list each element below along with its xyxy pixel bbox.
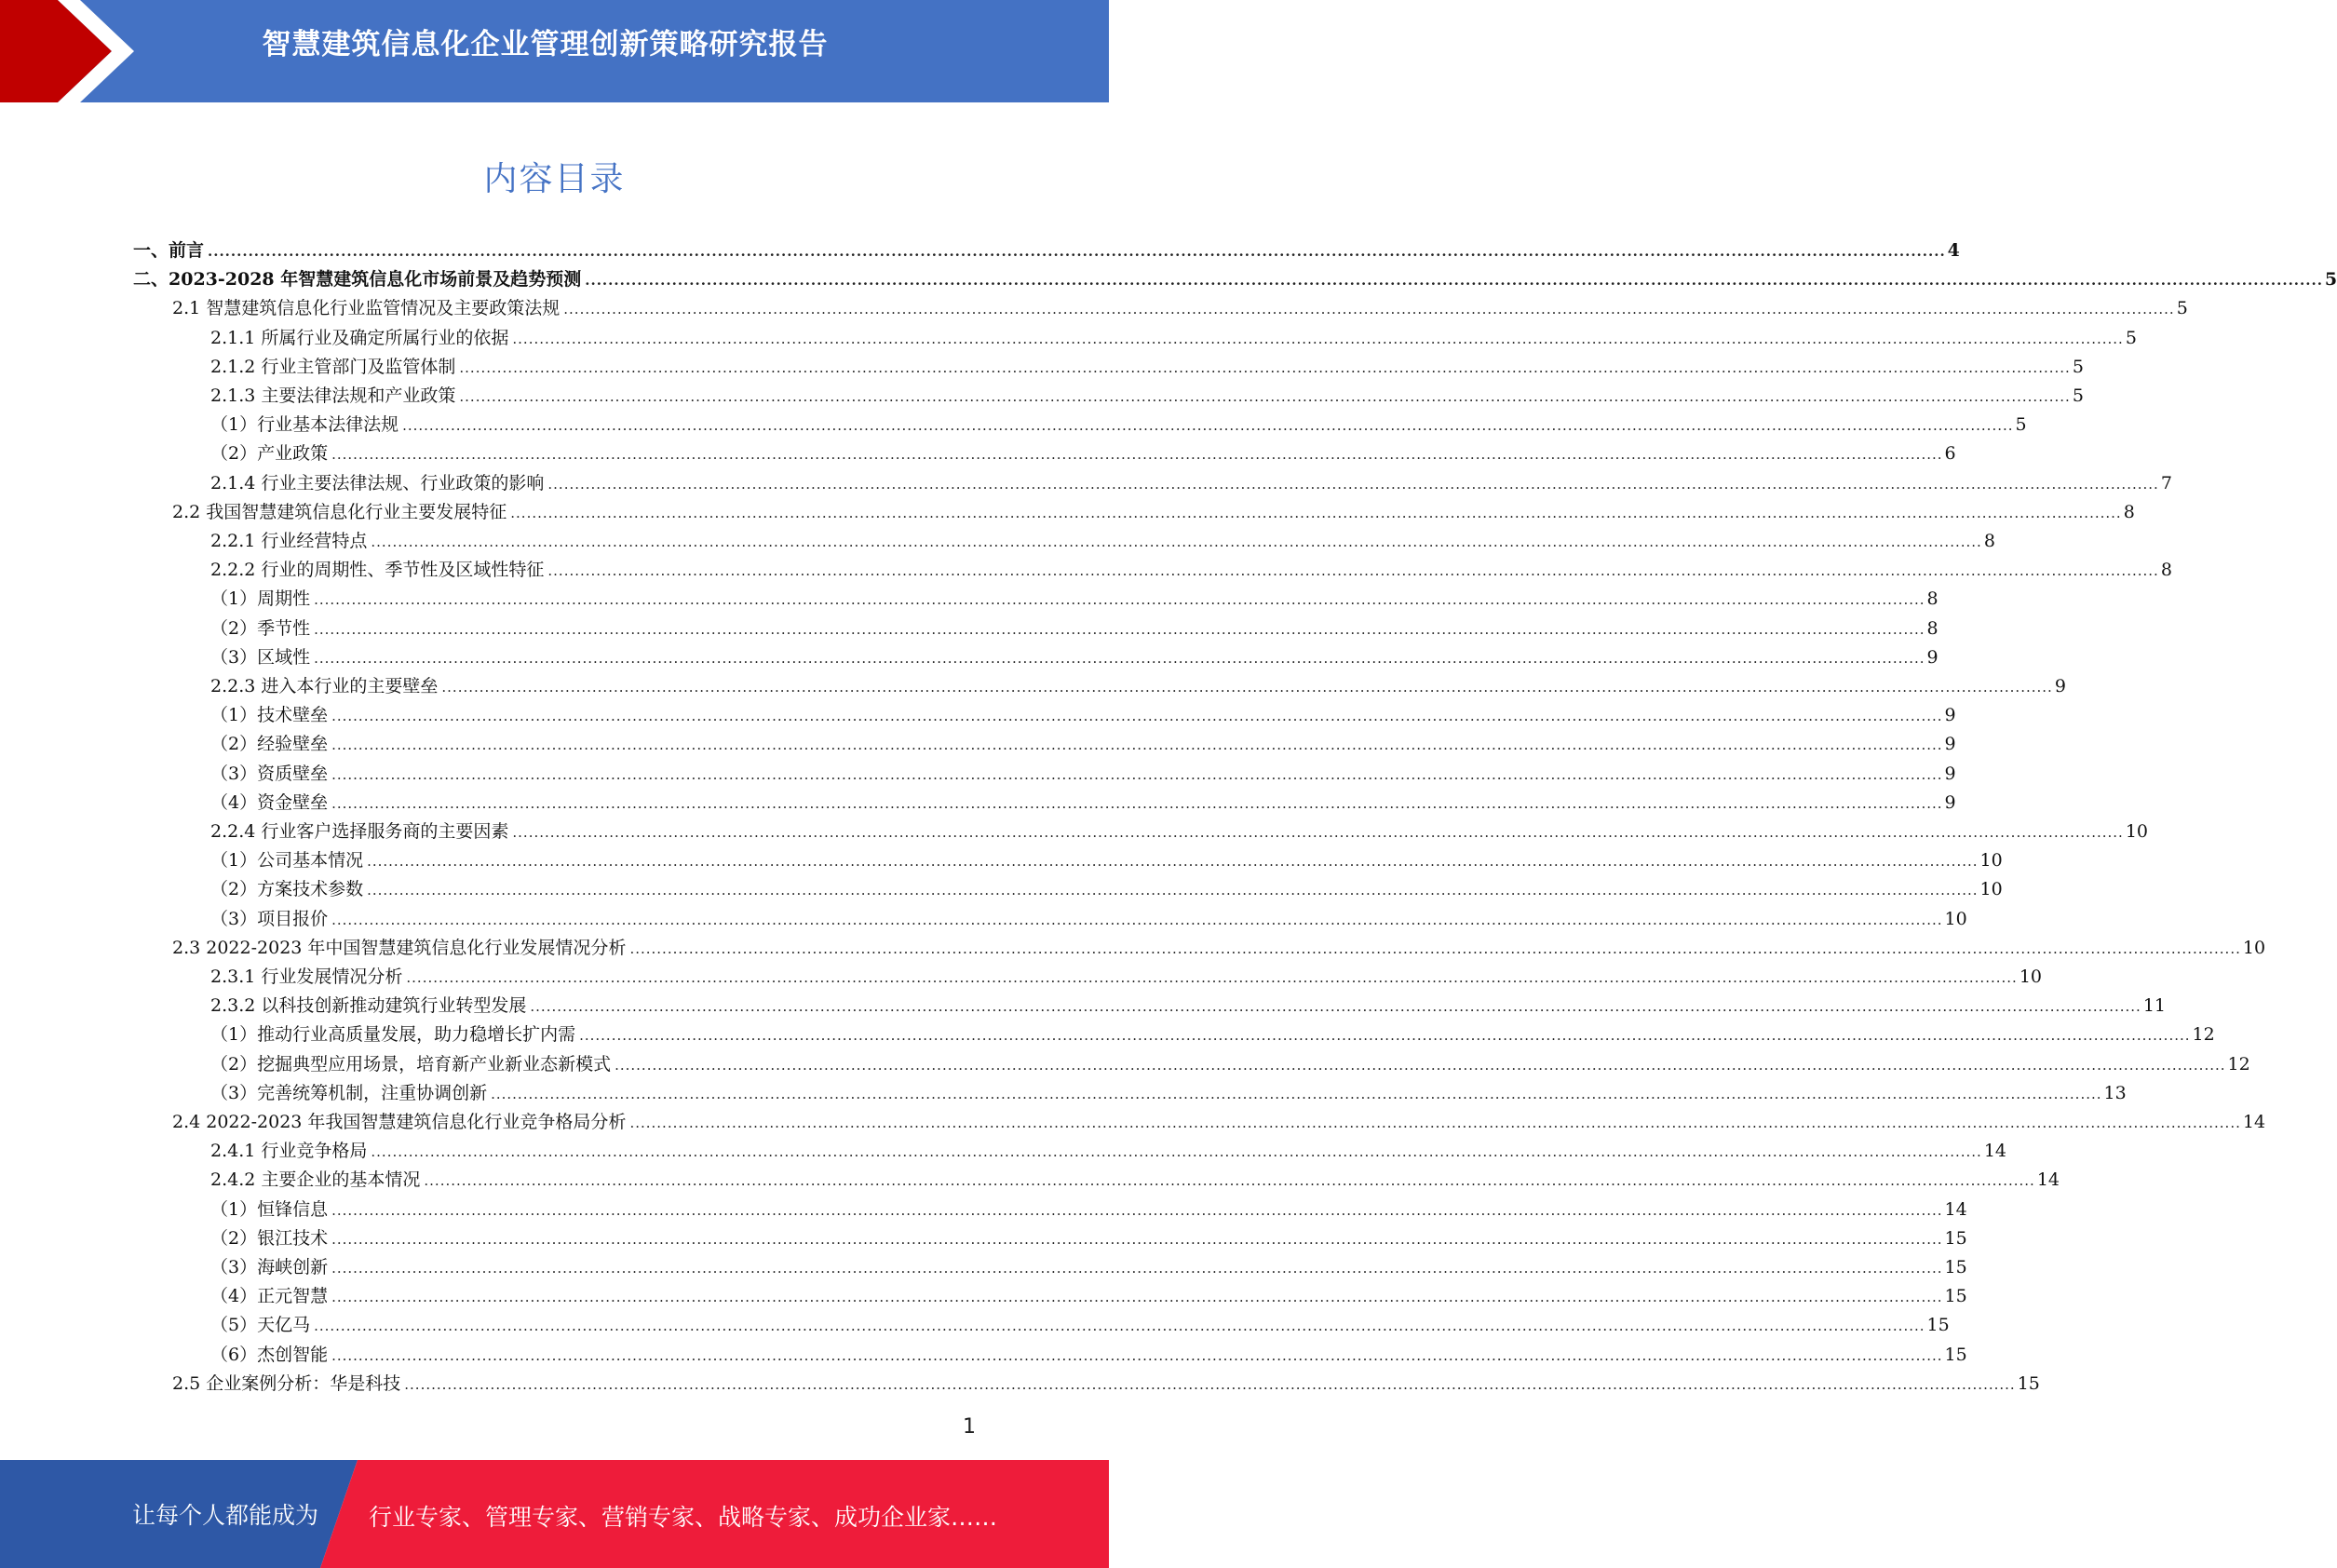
toc-leader-dots: ............................................................................................................................................................................................................................................................................................................ <box>371 1143 1982 1161</box>
toc-entry-label: 2.1.1 所属行业及确定所属行业的依据 <box>210 327 509 348</box>
toc-entry[interactable] <box>210 439 1956 468</box>
toc-leader-dots: ............................................................................................................................................................................................................................................................................................................ <box>331 911 1943 928</box>
toc-entry-label: 二、2023-2028 年智慧建筑信息化市场前景及趋势预测 <box>133 269 582 291</box>
toc-entry-page: 14 <box>2242 1112 2266 1132</box>
toc-entry[interactable] <box>172 1370 2040 1399</box>
toc-entry-label: 2.2.2 行业的周期性、季节性及区域性特征 <box>210 560 545 581</box>
toc-entry-page: 15 <box>1944 1344 1967 1365</box>
toc-entry-label: 一、前言 <box>133 240 205 261</box>
toc-entry-page: 5 <box>2125 327 2137 348</box>
toc-entry-page: 8 <box>1926 588 1938 610</box>
toc-leader-dots: ............................................................................................................................................................................................................................................................................................................ <box>441 679 2053 696</box>
toc-entry[interactable] <box>210 672 2066 701</box>
toc-entry-label: （6）杰创智能 <box>210 1344 329 1365</box>
toc-leader-dots: ............................................................................................................................................................................................................................................................................................................ <box>459 358 2071 376</box>
toc-entry-label: （1）技术壁垒 <box>210 705 329 726</box>
toc-leader-dots: ............................................................................................................................................................................................................................................................................................................ <box>314 649 1925 667</box>
toc-entry[interactable] <box>172 1108 2266 1137</box>
toc-entry-page: 5 <box>2072 385 2084 406</box>
toc-leader-dots: ............................................................................................................................................................................................................................................................................................................ <box>331 794 1943 812</box>
toc-entry-label: （4）正元智慧 <box>210 1286 329 1307</box>
toc-entry-page: 10 <box>1979 879 2003 900</box>
toc-entry[interactable] <box>210 615 1938 643</box>
toc-leader-dots: ............................................................................................................................................................................................................................................................................................................ <box>491 1085 2102 1102</box>
toc-entry[interactable] <box>210 1282 1967 1311</box>
toc-entry-label: （4）资金壁垒 <box>210 791 329 813</box>
toc-entry-page: 14 <box>1944 1198 1967 1220</box>
toc-entry[interactable] <box>210 875 2003 904</box>
toc-entry-page: 12 <box>2227 1053 2250 1075</box>
toc-entry[interactable] <box>133 265 2337 294</box>
toc-entry-page: 14 <box>2036 1169 2060 1191</box>
toc-leader-dots: ............................................................................................................................................................................................................................................................................................................ <box>371 534 1982 550</box>
toc-leader-dots: ............................................................................................................................................................................................................................................................................................................ <box>331 737 1943 754</box>
toc-entry-label: （1）恒锋信息 <box>210 1198 329 1220</box>
toc-entry-label: （1）周期性 <box>210 588 311 610</box>
toc-entry[interactable] <box>210 643 1938 672</box>
footer-slogan-right: 行业专家、管理专家、营销专家、战略专家、成功企业家…… <box>369 1504 998 1531</box>
toc-entry-page: 10 <box>1979 850 2003 872</box>
toc-entry-page: 13 <box>2103 1082 2127 1103</box>
toc-entry-page: 9 <box>1944 705 1956 726</box>
toc-entry[interactable] <box>210 963 2042 992</box>
toc-entry[interactable] <box>210 585 1938 614</box>
toc-entry-label: 2.2 我国智慧建筑信息化行业主要发展特征 <box>172 501 507 522</box>
toc-entry[interactable] <box>210 382 2084 411</box>
toc-leader-dots: ............................................................................................................................................................................................................................................................................................................ <box>331 1230 1943 1248</box>
toc-entry-page: 10 <box>2125 821 2148 842</box>
toc-entry[interactable] <box>210 1196 1967 1224</box>
toc-leader-dots: ............................................................................................................................................................................................................................................................................................................ <box>331 446 1943 464</box>
toc-entry[interactable] <box>210 1137 2006 1166</box>
toc-entry[interactable] <box>210 1253 1967 1282</box>
toc-entry[interactable] <box>210 789 1956 818</box>
toc-entry-label: 2.1 智慧建筑信息化行业监管情况及主要政策法规 <box>172 298 561 319</box>
toc-leader-dots: ............................................................................................................................................................................................................................................................................................................ <box>331 1289 1943 1306</box>
toc-entry-page: 10 <box>2019 966 2042 987</box>
toc-entry-page: 9 <box>1944 763 1956 784</box>
toc-entry-page: 5 <box>2324 269 2337 291</box>
toc-entry-label: 2.2.1 行业经营特点 <box>210 531 368 551</box>
toc-heading: 内容目录 <box>483 160 626 198</box>
toc-leader-dots: ............................................................................................................................................................................................................................................................................................................ <box>208 243 1946 260</box>
toc-entry[interactable] <box>210 556 2172 585</box>
toc-entry[interactable] <box>210 527 1995 556</box>
toc-entry-label: 2.4 2022-2023 年我国智慧建筑信息化行业竞争格局分析 <box>172 1112 627 1132</box>
toc-leader-dots: ............................................................................................................................................................................................................................................................................................................ <box>402 417 2014 435</box>
toc-entry[interactable] <box>210 1311 1950 1340</box>
toc-leader-dots: ............................................................................................................................................................................................................................................................................................................ <box>331 1201 1943 1219</box>
toc-leader-dots: ............................................................................................................................................................................................................................................................................................................ <box>512 330 2124 347</box>
toc-entry-label: 2.3.2 以科技创新推动建筑行业转型发展 <box>210 995 527 1017</box>
toc-entry[interactable] <box>133 237 1960 265</box>
toc-entry-page: 14 <box>1983 1141 2006 1162</box>
toc-entry-label: （1）推动行业高质量发展，助力稳增长扩内需 <box>210 1024 576 1046</box>
toc-entry-label: 2.3 2022-2023 年中国智慧建筑信息化行业发展情况分析 <box>172 937 627 958</box>
toc-leader-dots: ............................................................................................................................................................................................................................................................................................................ <box>579 1027 2191 1045</box>
toc-entry[interactable] <box>210 905 1967 934</box>
toc-leader-dots: ............................................................................................................................................................................................................................................................................................................ <box>629 939 2241 957</box>
toc-leader-dots: ............................................................................................................................................................................................................................................................................................................ <box>404 1375 2016 1393</box>
toc-leader-dots: ............................................................................................................................................................................................................................................................................................................ <box>331 1346 1943 1364</box>
toc-entry[interactable] <box>210 730 1956 759</box>
toc-entry[interactable] <box>210 760 1956 789</box>
footer-slogan-left: 让每个人都能成为 <box>132 1502 319 1529</box>
toc-entry-label: （2）银江技术 <box>210 1227 329 1249</box>
toc-entry[interactable] <box>210 1021 2215 1049</box>
toc-entry[interactable] <box>210 1079 2127 1108</box>
toc-entry-label: 2.3.1 行业发展情况分析 <box>210 966 403 987</box>
toc-entry-page: 6 <box>1944 443 1956 465</box>
toc-leader-dots: ............................................................................................................................................................................................................................................................................................................ <box>629 1115 2241 1131</box>
toc-entry[interactable] <box>210 411 2027 439</box>
toc-entry-label: （5）天亿马 <box>210 1315 311 1336</box>
toc-entry-label: （1）公司基本情况 <box>210 850 364 872</box>
toc-leader-dots: ............................................................................................................................................................................................................................................................................................................ <box>530 998 2141 1016</box>
toc-leader-dots: ............................................................................................................................................................................................................................................................................................................ <box>547 562 2159 580</box>
toc-entry-label: 2.1.4 行业主要法律法规、行业政策的影响 <box>210 472 545 493</box>
toc-entry-label: 2.1.3 主要法律法规和产业政策 <box>210 385 456 406</box>
toc-entry-label: （1）行业基本法律法规 <box>210 414 399 436</box>
toc-leader-dots: ............................................................................................................................................................................................................................................................................................................ <box>424 1172 2035 1190</box>
toc-entry-page: 15 <box>1926 1315 1950 1336</box>
toc-entry[interactable] <box>210 469 2172 498</box>
toc-entry-page: 9 <box>2054 676 2066 696</box>
toc-leader-dots: ............................................................................................................................................................................................................................................................................................................ <box>615 1056 2226 1074</box>
toc-entry-page: 15 <box>1944 1257 1967 1277</box>
toc-leader-dots: ............................................................................................................................................................................................................................................................................................................ <box>314 620 1925 638</box>
toc-entry-page: 5 <box>2176 298 2188 319</box>
toc-entry[interactable] <box>172 294 2188 323</box>
page-number: 1 <box>963 1415 976 1439</box>
toc-entry[interactable] <box>210 701 1956 730</box>
toc-leader-dots: ............................................................................................................................................................................................................................................................................................................ <box>331 1260 1943 1277</box>
report-header <box>0 0 1109 102</box>
toc-entry[interactable] <box>210 846 2003 875</box>
toc-leader-dots: ............................................................................................................................................................................................................................................................................................................ <box>314 591 1925 609</box>
toc-entry-page: 11 <box>2142 995 2166 1017</box>
toc-entry-label: 2.5 企业案例分析：华是科技 <box>172 1372 401 1394</box>
toc-entry-label: （3）资质壁垒 <box>210 763 329 784</box>
toc-entry-page: 15 <box>2017 1372 2040 1394</box>
toc-entry-page: 5 <box>2015 414 2027 436</box>
toc-entry-label: （2）方案技术参数 <box>210 879 364 900</box>
toc-entry-page: 12 <box>2192 1024 2215 1046</box>
toc-entry-label: 2.1.2 行业主管部门及监管体制 <box>210 356 456 377</box>
toc-leader-dots: ............................................................................................................................................................................................................................................................................................................ <box>512 824 2124 841</box>
toc-entry-page: 15 <box>1944 1286 1967 1307</box>
toc-leader-dots: ............................................................................................................................................................................................................................................................................................................ <box>367 853 1979 871</box>
toc-entry-page: 5 <box>2072 356 2084 377</box>
toc-entry-page: 10 <box>2242 937 2266 958</box>
toc-entry[interactable] <box>210 1050 2250 1079</box>
toc-leader-dots: ............................................................................................................................................................................................................................................................................................................ <box>367 882 1979 899</box>
toc-entry-page: 8 <box>2123 501 2135 522</box>
toc-entry-label: （2）产业政策 <box>210 443 329 465</box>
toc-leader-dots: ............................................................................................................................................................................................................................................................................................................ <box>331 765 1943 783</box>
toc-entry[interactable] <box>210 324 2137 353</box>
toc-leader-dots: ............................................................................................................................................................................................................................................................................................................ <box>331 708 1943 725</box>
toc-entry[interactable] <box>172 498 2135 527</box>
toc-leader-dots: ............................................................................................................................................................................................................................................................................................................ <box>547 475 2159 493</box>
toc-leader-dots: ............................................................................................................................................................................................................................................................................................................ <box>563 301 2175 318</box>
toc-leader-dots: ............................................................................................................................................................................................................................................................................................................ <box>314 1318 1925 1335</box>
toc-entry-page: 9 <box>1926 646 1938 668</box>
toc-entry-label: 2.4.2 主要企业的基本情况 <box>210 1169 421 1191</box>
toc-entry-label: 2.4.1 行业竞争格局 <box>210 1141 368 1162</box>
toc-entry-page: 4 <box>1947 240 1960 261</box>
toc-entry-label: （2）挖掘典型应用场景，培育新产业新业态新模式 <box>210 1053 612 1075</box>
toc-entry-label: （3）区域性 <box>210 646 311 668</box>
toc-entry[interactable] <box>172 934 2266 963</box>
toc-entry-label: （2）季节性 <box>210 617 311 639</box>
toc-entry[interactable] <box>210 1341 1967 1370</box>
toc-leader-dots: ............................................................................................................................................................................................................................................................................................................ <box>585 272 2323 290</box>
toc-entry-label: （2）经验壁垒 <box>210 734 329 755</box>
toc-entry-page: 8 <box>2160 560 2172 581</box>
toc-leader-dots: ............................................................................................................................................................................................................................................................................................................ <box>510 504 2122 521</box>
toc-entry-label: （3）项目报价 <box>210 908 329 929</box>
report-title: 智慧建筑信息化企业管理创新策略研究报告 <box>262 28 829 61</box>
toc-entry-label: （3）海峡创新 <box>210 1257 329 1277</box>
toc-leader-dots: ............................................................................................................................................................................................................................................................................................................ <box>459 388 2071 405</box>
toc-entry-page: 10 <box>1944 908 1967 929</box>
toc-entry[interactable] <box>210 353 2084 382</box>
toc-entry[interactable] <box>210 992 2166 1021</box>
toc-entry-page: 8 <box>1983 531 1995 551</box>
toc-entry[interactable] <box>210 1224 1967 1253</box>
toc-entry-page: 9 <box>1944 791 1956 813</box>
page-footer <box>0 1460 1109 1568</box>
toc-entry-page: 15 <box>1944 1227 1967 1249</box>
toc-entry[interactable] <box>210 1166 2060 1195</box>
toc-entry-label: （3）完善统筹机制，注重协调创新 <box>210 1082 488 1103</box>
toc-entry-label: 2.2.4 行业客户选择服务商的主要因素 <box>210 821 509 842</box>
toc-entry[interactable] <box>210 818 2148 846</box>
toc-entry-label: 2.2.3 进入本行业的主要壁垒 <box>210 676 439 696</box>
toc-leader-dots: ............................................................................................................................................................................................................................................................................................................ <box>406 969 2018 986</box>
toc-entry-page: 9 <box>1944 734 1956 755</box>
toc-entry-page: 8 <box>1926 617 1938 639</box>
toc-entry-page: 7 <box>2160 472 2172 493</box>
